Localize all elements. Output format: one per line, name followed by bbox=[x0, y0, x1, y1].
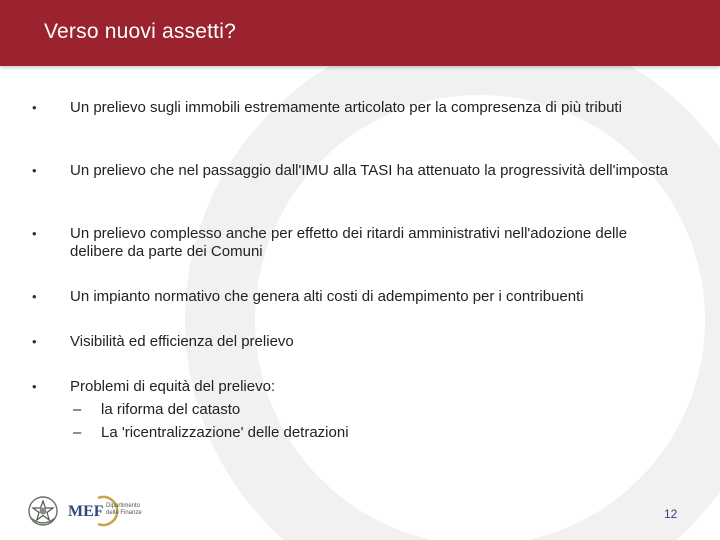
bullet-dot: • bbox=[32, 163, 37, 178]
sub-bullet-text: la riforma del catasto bbox=[101, 401, 241, 418]
bullet-item bbox=[32, 225, 670, 261]
sub-bullet-dash: – bbox=[73, 424, 82, 441]
bullet-dot: • bbox=[32, 226, 37, 241]
bullet-item bbox=[32, 333, 670, 351]
bullet-dot: • bbox=[32, 289, 37, 304]
republic-emblem-icon bbox=[26, 494, 60, 528]
bullet-text: Visibilità ed efficienza del prelievo bbox=[70, 333, 294, 350]
mef-logo-text: MEF bbox=[68, 503, 104, 520]
mef-subtitle-line: Dipartimento bbox=[106, 503, 141, 509]
bullet-text: Un prelievo che nel passaggio dall'IMU alla TASI ha attenuato la progressività dell'imposta bbox=[70, 162, 669, 179]
sub-bullet-dash: – bbox=[73, 401, 82, 418]
bullet-text: Un prelievo complesso anche per effetto dei ritardi amministrativi nell'adozione delle delibere da parte dei Comuni bbox=[70, 225, 628, 260]
slide-title: Verso nuovi assetti? bbox=[44, 20, 236, 43]
bullet-item bbox=[32, 288, 670, 306]
title-bar bbox=[0, 0, 720, 66]
bullet-item bbox=[32, 162, 670, 180]
mef-subtitle-line: delle Finanze bbox=[106, 510, 142, 516]
bullet-dot: • bbox=[32, 100, 37, 115]
mef-logo-subtitle bbox=[106, 503, 146, 517]
bullet-text: Un prelievo sugli immobili estremamente articolato per la compresenza di più tributi bbox=[70, 99, 622, 116]
bullet-text: Problemi di equità del prelievo: bbox=[70, 378, 276, 395]
bullet-dot: • bbox=[32, 379, 37, 394]
page-number: 12 bbox=[664, 507, 678, 521]
bullet-item bbox=[32, 99, 670, 117]
bullet-item bbox=[32, 378, 670, 396]
bullet-dot: • bbox=[32, 334, 37, 349]
watermark-ring-graphic bbox=[150, 20, 720, 540]
sub-bullet-text: La 'ricentralizzazione' delle detrazioni bbox=[101, 424, 349, 441]
bullet-text: Un impianto normativo che genera alti costi di adempimento per i contribuenti bbox=[70, 288, 584, 305]
